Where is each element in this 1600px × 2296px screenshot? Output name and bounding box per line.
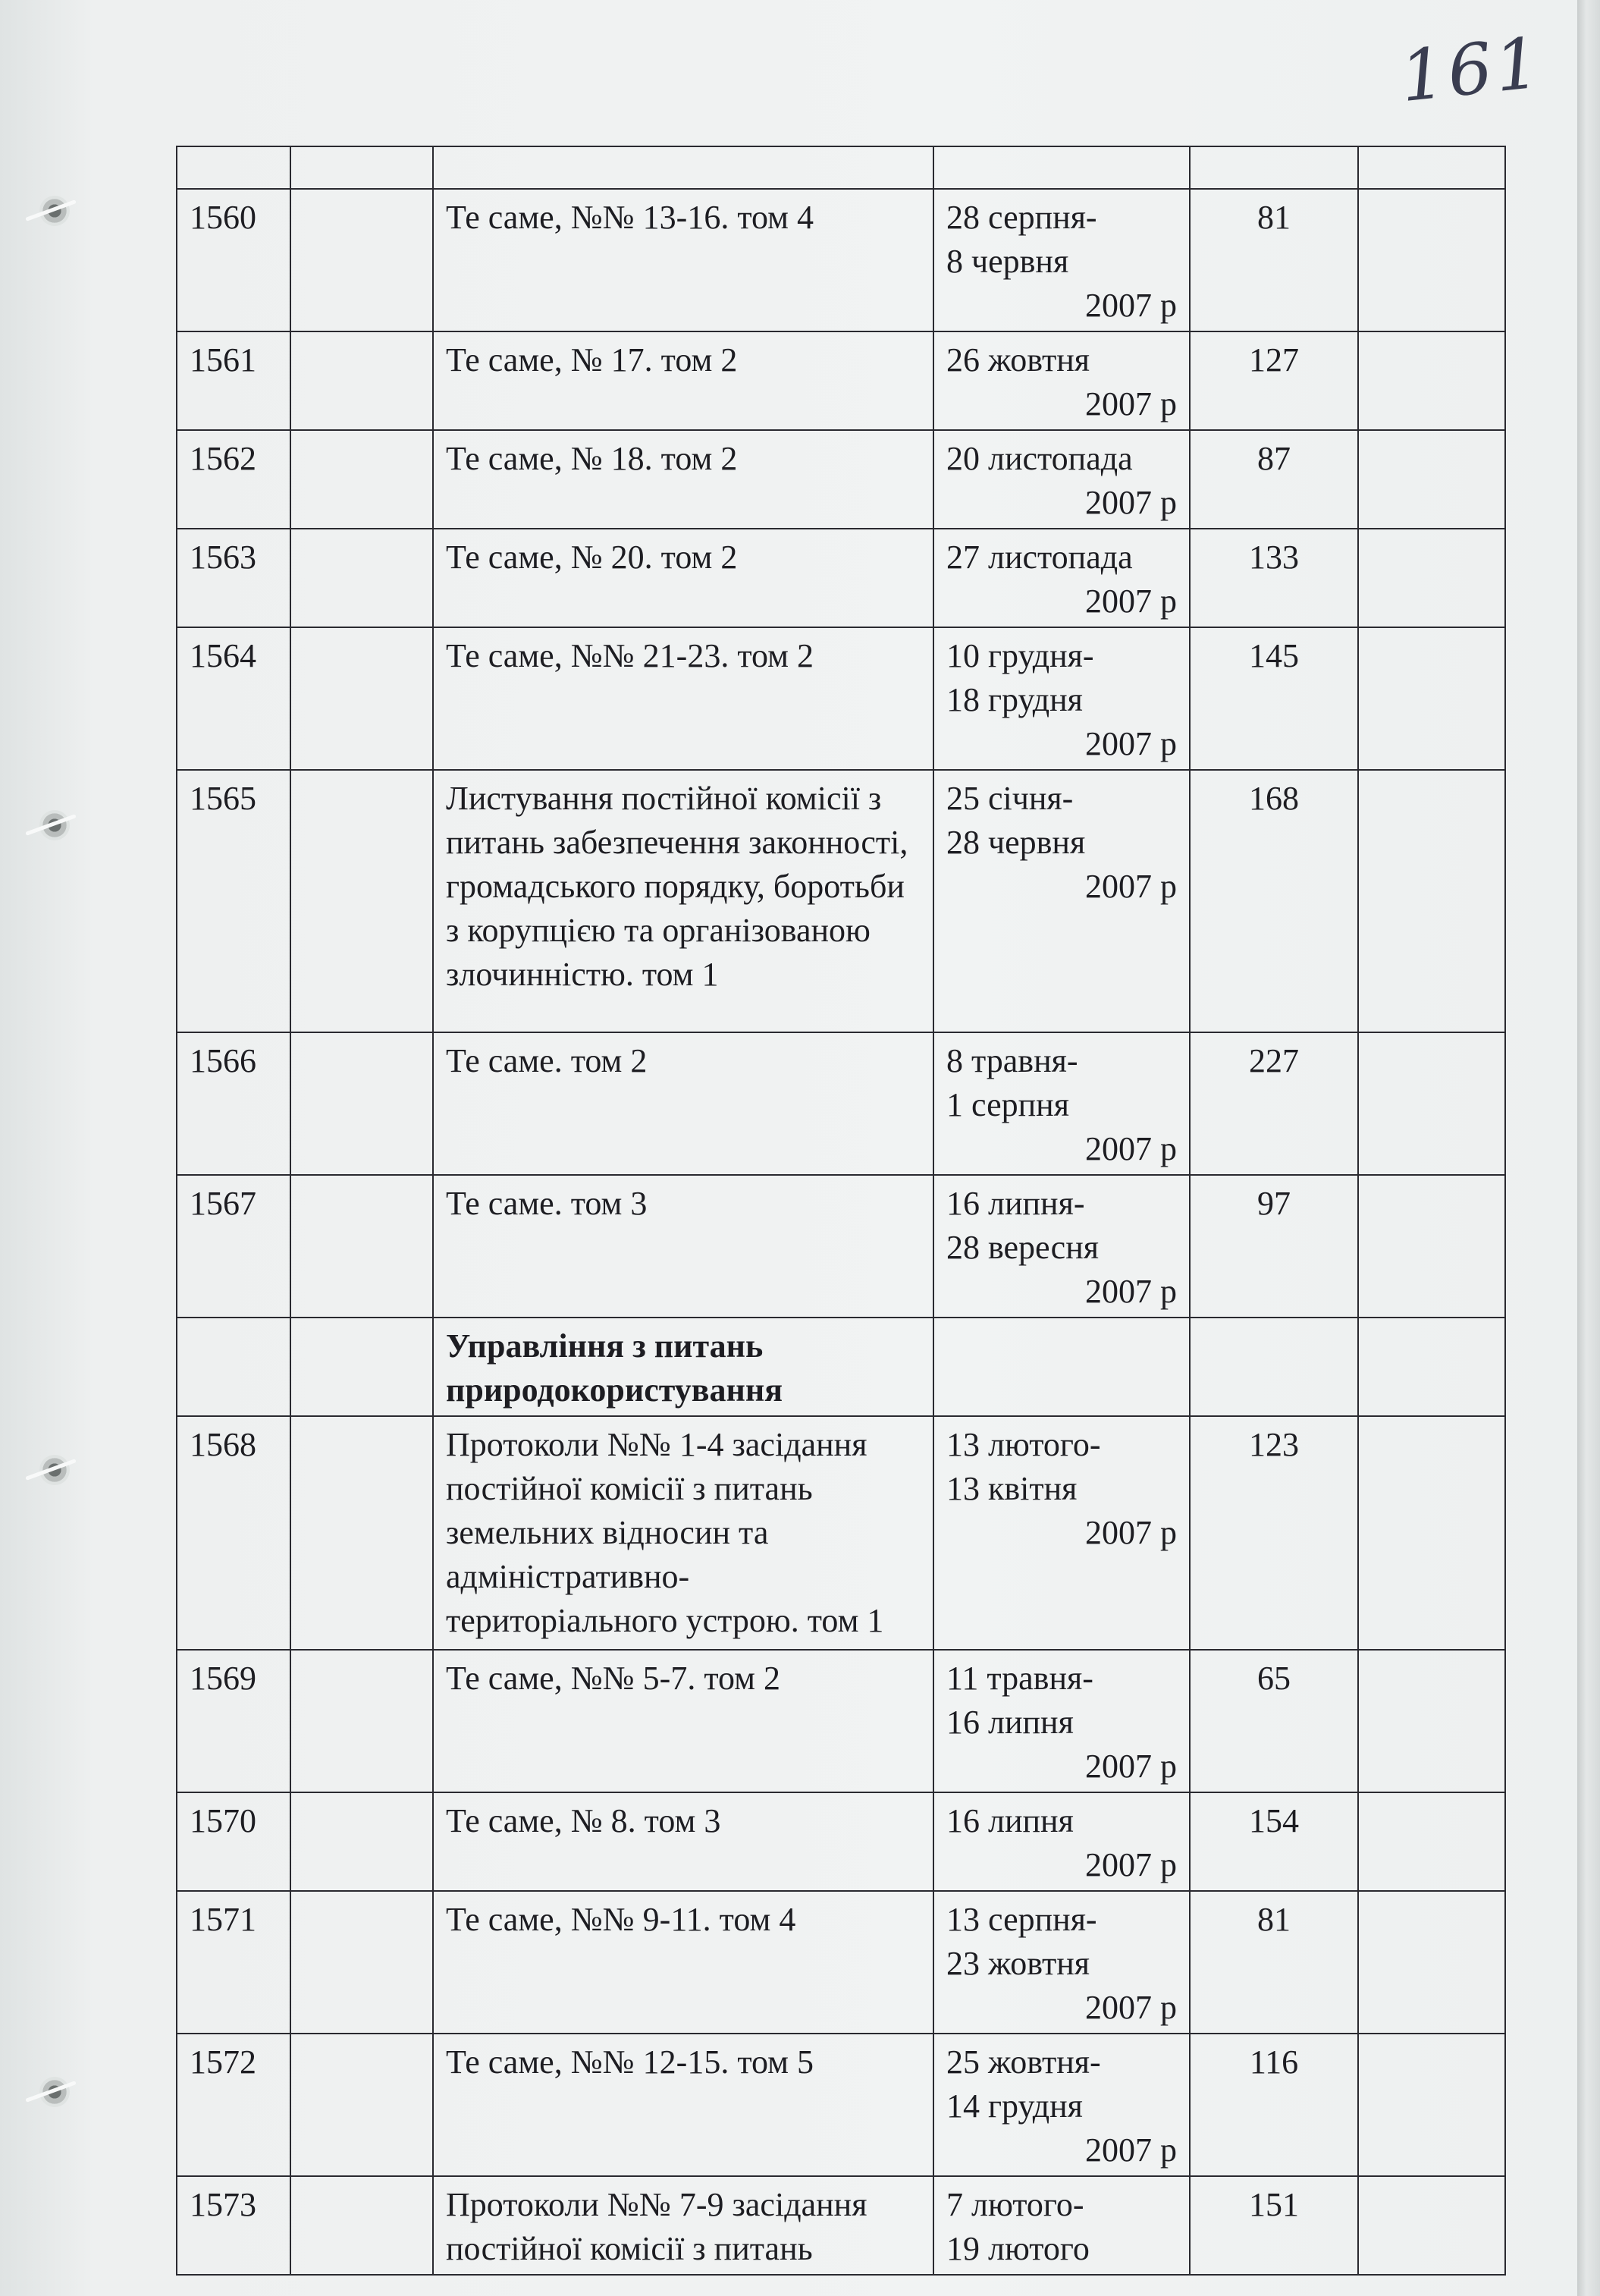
- notes-cell: [1358, 189, 1505, 331]
- empty-cell: [290, 529, 433, 627]
- section-row: [177, 1318, 1505, 1416]
- date-year: 2007 р: [1085, 1846, 1177, 1883]
- date-year: 2007 р: [1085, 583, 1177, 620]
- notes-cell: [1358, 430, 1505, 529]
- page-count: 123: [1190, 1416, 1358, 1650]
- table-row: [177, 1416, 1505, 1650]
- table-row: [177, 2034, 1505, 2176]
- case-title: [433, 1032, 933, 1175]
- case-number: 1561: [177, 331, 290, 430]
- date-line: 20 листопада: [946, 440, 1133, 477]
- case-title-text: Те саме, №№ 5-7. том 2: [446, 1660, 780, 1697]
- date-line: 16 липня: [946, 1802, 1074, 1839]
- table-row: [177, 1650, 1505, 1792]
- date-line: 28 вересня: [946, 1229, 1099, 1266]
- date-line: 8 травня-: [946, 1042, 1078, 1079]
- case-title: [433, 146, 933, 189]
- date-year: 2007 р: [1085, 2131, 1177, 2169]
- notes-cell: [1358, 1318, 1505, 1416]
- notes-cell: [1358, 1792, 1505, 1891]
- case-number: 1571: [177, 1891, 290, 2034]
- case-dates: [933, 770, 1190, 1032]
- case-dates: [933, 2034, 1190, 2176]
- case-title-text: Те саме. том 2: [446, 1042, 648, 1079]
- date-line: 27 листопада: [946, 539, 1133, 576]
- case-dates: [933, 1891, 1190, 2034]
- case-title-text: Управління з питань природокористування: [446, 1327, 783, 1409]
- date-year: 2007 р: [1085, 1748, 1177, 1785]
- empty-cell: [290, 1175, 433, 1318]
- case-title: [433, 1650, 933, 1792]
- page-edge: [1577, 0, 1600, 2296]
- page-count: 87: [1190, 430, 1358, 529]
- notes-cell: [1358, 1032, 1505, 1175]
- case-title: [433, 331, 933, 430]
- table-row: [177, 1175, 1505, 1318]
- notes-cell: [1358, 1650, 1505, 1792]
- date-year: 2007 р: [1085, 1273, 1177, 1310]
- register-table: [176, 146, 1506, 2276]
- date-year: 2007 р: [1085, 1514, 1177, 1551]
- case-number: 1568: [177, 1416, 290, 1650]
- date-line: 16 липня: [946, 1704, 1074, 1741]
- empty-cell: [290, 1032, 433, 1175]
- header-row: [177, 146, 1505, 189]
- case-title-text: Листування постійної комісії з питань забезпечення законності, громадського порядку, боротьби з корупцією та організованою злочинністю. том 1: [446, 780, 908, 993]
- case-title-text: Те саме, № 18. том 2: [446, 440, 738, 477]
- page-count: 168: [1190, 770, 1358, 1032]
- case-number: 1572: [177, 2034, 290, 2176]
- folio-number: 161: [1396, 22, 1547, 118]
- empty-cell: [290, 189, 433, 331]
- date-line: 28 червня: [946, 824, 1086, 861]
- case-title: [433, 430, 933, 529]
- date-year: 2007 р: [1085, 725, 1177, 762]
- date-year: 2007 р: [1085, 1989, 1177, 2026]
- date-line: 1 серпня: [946, 1086, 1069, 1123]
- empty-cell: [290, 1318, 433, 1416]
- case-number: 1567: [177, 1175, 290, 1318]
- punch-hole-icon: [39, 810, 70, 840]
- case-dates: [933, 1175, 1190, 1318]
- case-dates: [933, 331, 1190, 430]
- register-rows: [177, 146, 1505, 2275]
- date-line: 23 жовтня: [946, 1945, 1090, 1982]
- case-dates: [933, 1650, 1190, 1792]
- page-count: [1190, 146, 1358, 189]
- case-dates: [933, 1792, 1190, 1891]
- date-year: 2007 р: [1085, 868, 1177, 905]
- table-row: [177, 770, 1505, 1032]
- empty-cell: [290, 1416, 433, 1650]
- case-title-text: Те саме, №№ 12-15. том 5: [446, 2043, 814, 2081]
- case-title: [433, 2034, 933, 2176]
- empty-cell: [290, 430, 433, 529]
- page-count: 133: [1190, 529, 1358, 627]
- case-number: 1569: [177, 1650, 290, 1792]
- case-title-text: Те саме, №№ 21-23. том 2: [446, 637, 814, 674]
- empty-cell: [290, 2034, 433, 2176]
- date-line: 28 серпня-: [946, 199, 1097, 236]
- empty-cell: [290, 627, 433, 770]
- date-year: 2007 р: [1085, 287, 1177, 324]
- date-line: 13 лютого-: [946, 1426, 1101, 1463]
- date-line: 11 травня-: [946, 1660, 1093, 1697]
- case-title: [433, 1792, 933, 1891]
- page-count: 127: [1190, 331, 1358, 430]
- case-title-text: Те саме, № 20. том 2: [446, 539, 738, 576]
- punch-hole-icon: [39, 196, 70, 226]
- case-title-text: Те саме, №№ 13-16. том 4: [446, 199, 814, 236]
- case-dates: [933, 430, 1190, 529]
- case-title-text: Те саме, №№ 9-11. том 4: [446, 1901, 796, 1938]
- case-dates: [933, 1032, 1190, 1175]
- empty-cell: [290, 1650, 433, 1792]
- case-title-text: Те саме, № 8. том 3: [446, 1802, 721, 1839]
- case-title: [433, 1175, 933, 1318]
- case-dates: [933, 529, 1190, 627]
- case-number: 1573: [177, 2176, 290, 2275]
- notes-cell: [1358, 2034, 1505, 2176]
- case-title-text: Протоколи №№ 1-4 засідання постійної комісії з питань земельних відносин та адміністративно-територіального устрою. том 1: [446, 1426, 884, 1639]
- page-count: 145: [1190, 627, 1358, 770]
- case-title: [433, 770, 933, 1032]
- case-number: 1564: [177, 627, 290, 770]
- empty-cell: [290, 1792, 433, 1891]
- empty-cell: [290, 1891, 433, 2034]
- notes-cell: [1358, 770, 1505, 1032]
- case-title: [433, 189, 933, 331]
- page-count: 97: [1190, 1175, 1358, 1318]
- page-count: 81: [1190, 189, 1358, 331]
- date-line: 8 червня: [946, 243, 1069, 280]
- page-count: 65: [1190, 1650, 1358, 1792]
- page-count: 154: [1190, 1792, 1358, 1891]
- page-count: 81: [1190, 1891, 1358, 2034]
- punch-hole-icon: [39, 2077, 70, 2107]
- table-row: [177, 1891, 1505, 2034]
- notes-cell: [1358, 146, 1505, 189]
- empty-cell: [290, 770, 433, 1032]
- case-number: 1560: [177, 189, 290, 331]
- date-line: 13 серпня-: [946, 1901, 1097, 1938]
- punch-hole-icon: [39, 1455, 70, 1485]
- date-line: 14 грудня: [946, 2087, 1083, 2125]
- table-row: [177, 627, 1505, 770]
- notes-cell: [1358, 1416, 1505, 1650]
- case-number: 1562: [177, 430, 290, 529]
- notes-cell: [1358, 331, 1505, 430]
- section-title: [433, 1318, 933, 1416]
- case-number: [177, 146, 290, 189]
- case-dates: [933, 627, 1190, 770]
- date-line: 18 грудня: [946, 681, 1083, 718]
- case-dates: [933, 146, 1190, 189]
- date-year: 2007 р: [1085, 385, 1177, 422]
- case-dates: [933, 2176, 1190, 2275]
- page-count: 116: [1190, 2034, 1358, 2176]
- case-title: [433, 627, 933, 770]
- notes-cell: [1358, 529, 1505, 627]
- case-title-text: Те саме, № 17. том 2: [446, 341, 738, 378]
- case-number: [177, 1318, 290, 1416]
- date-year: 2007 р: [1085, 484, 1177, 521]
- date-line: 25 жовтня-: [946, 2043, 1101, 2081]
- notes-cell: [1358, 2176, 1505, 2275]
- case-dates: [933, 1318, 1190, 1416]
- notes-cell: [1358, 627, 1505, 770]
- date-line: 10 грудня-: [946, 637, 1094, 674]
- empty-cell: [290, 146, 433, 189]
- case-number: 1570: [177, 1792, 290, 1891]
- page-count: [1190, 1318, 1358, 1416]
- notes-cell: [1358, 1175, 1505, 1318]
- case-dates: [933, 1416, 1190, 1650]
- table-row: [177, 1032, 1505, 1175]
- empty-cell: [290, 331, 433, 430]
- case-title: [433, 529, 933, 627]
- case-title-text: Протоколи №№ 7-9 засідання постійної комісії з питань: [446, 2186, 867, 2267]
- table-row: [177, 331, 1505, 430]
- notes-cell: [1358, 1891, 1505, 2034]
- date-line: 7 лютого-: [946, 2186, 1084, 2223]
- page-count: 227: [1190, 1032, 1358, 1175]
- table-row: [177, 1792, 1505, 1891]
- case-title: [433, 1891, 933, 2034]
- case-number: 1565: [177, 770, 290, 1032]
- case-title: [433, 1416, 933, 1650]
- case-title-text: Те саме. том 3: [446, 1185, 648, 1222]
- date-line: 16 липня-: [946, 1185, 1085, 1222]
- date-line: 25 січня-: [946, 780, 1074, 817]
- table-row: [177, 529, 1505, 627]
- date-year: 2007 р: [1085, 1130, 1177, 1167]
- case-number: 1563: [177, 529, 290, 627]
- case-number: 1566: [177, 1032, 290, 1175]
- table-row: [177, 430, 1505, 529]
- date-line: 13 квітня: [946, 1470, 1078, 1507]
- date-line: 26 жовтня: [946, 341, 1090, 378]
- case-title: [433, 2176, 933, 2275]
- case-dates: [933, 189, 1190, 331]
- table-row: [177, 189, 1505, 331]
- table-row: [177, 2176, 1505, 2275]
- empty-cell: [290, 2176, 433, 2275]
- page-count: 151: [1190, 2176, 1358, 2275]
- date-line: 19 лютого: [946, 2230, 1090, 2267]
